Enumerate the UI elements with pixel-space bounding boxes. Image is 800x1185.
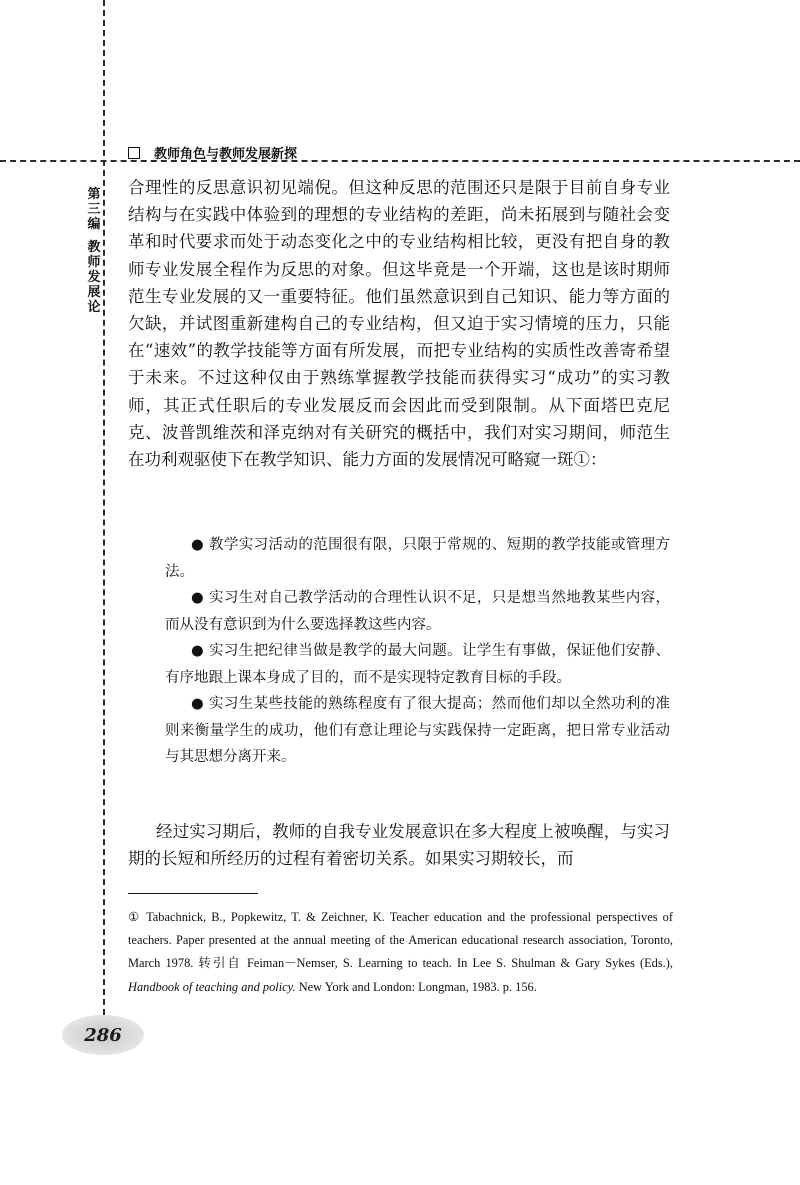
square-outline-icon [128, 147, 140, 159]
sidebar-section-title: 教师发展论 [87, 240, 101, 315]
cut-guide-vertical [103, 0, 105, 1045]
body-paragraph-2 [128, 818, 670, 872]
bullet-item: ● 实习生某些技能的熟练程度有了很大提高；然而他们却以全然功利的准则来衡量学生的成功，他们有意让理论与实践保持一定距离，把日常专业活动与其思想分离开来。 [165, 696, 670, 765]
page-number: 286 [62, 1015, 144, 1055]
body-paragraph-1 [128, 174, 670, 473]
footnote-text-a: ① Tabachnick, B., Popkewitz, T. & Zeichner, K. Teacher education and the professional perspectives of teachers. Paper presented at the annual meeting of the American educational research association, Toronto, March 1978. 转引自 Feiman－Nemser, S. Learning to teach. In Lee S. Shulman & Gary Sykes (Eds.), [128, 910, 673, 971]
bullet-list [165, 532, 670, 771]
footnote-separator [128, 893, 258, 894]
body-paragraph-1-text: 合理性的反思意识初见端倪。但这种反思的范围还只是限于目前自身专业结构与在实践中体验到的理想的专业结构的差距，尚未拓展到与随社会变革和时代要求而处于动态变化之中的专业结构相比较，更没有把自身的教师专业发展全程作为反思的对象。但这毕竟是一个开端，这也是该时期师范生专业发展的又一重要特征。他们虽然意识到自己知识、能力等方面的欠缺，并试图重新建构自己的专业结构，但又迫于实习情境的压力，只能在“速效”的教学技能等方面有所发展，而把专业结构的实质性改善寄希望于未来。不过这种仅由于熟练掌握教学技能而获得实习“成功”的实习教师，其正式任职后的专业发展反而会因此而受到限制。从下面塔巴克尼克、波普凯维茨和泽克纳对有关研究的概括中，我们对实习期间，师范生在功利观驱使下在教学知识、能力方面的发展情况可略窥一斑①： [128, 178, 670, 470]
bullet-item: ● 实习生把纪律当做是教学的最大问题。让学生有事做，保证他们安静、有序地跟上课本身成了目的，而不是实现特定教育目标的手段。 [165, 643, 670, 686]
footnote [128, 906, 673, 999]
running-header [128, 143, 297, 162]
bullet-item: ● 教学实习活动的范围很有限，只限于常规的、短期的教学技能或管理方法。 [165, 537, 670, 580]
sidebar-part-label: 第三编 [87, 187, 101, 232]
cut-guide-horizontal [0, 160, 800, 162]
body-paragraph-2-text: 经过实习期后，教师的自我专业发展意识在多大程度上被唤醒，与实习期的长短和所经历的过程有着密切关系。如果实习期较长，而 [128, 822, 670, 869]
running-header-title: 教师角色与教师发展新探 [154, 147, 298, 162]
footnote-book-title: Handbook of teaching and policy. [128, 979, 296, 994]
footnote-text-b: New York and London: Longman, 1983. p. 156. [295, 979, 537, 994]
bullet-item: ● 实习生对自己教学活动的合理性认识不足，只是想当然地教某些内容，而从没有意识到为什么要选择教这些内容。 [165, 590, 670, 633]
